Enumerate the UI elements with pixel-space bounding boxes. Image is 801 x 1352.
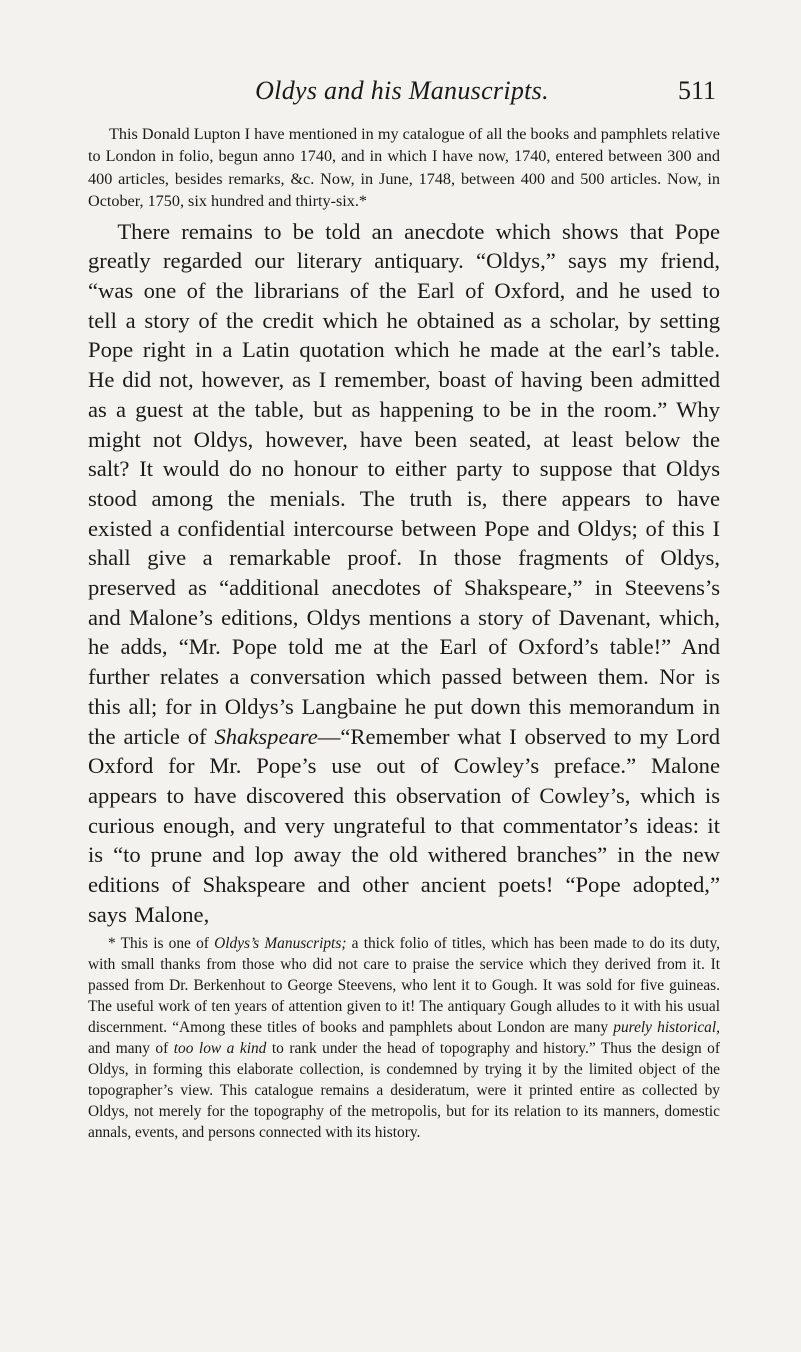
main-text-part2: —“Remember what I observed to my Lord Oxford for Mr. Pope’s use out of Cowley’s preface.” Malone appears to have discovered this observation of Cowley’s, which is curious enough, and very ungrateful to that commentator’s ideas: it is “to prune and lop away the old withered branches” in the new editions of Shakspeare and other ancient poets! “Pope adopted,” says Malone, [88,723,720,927]
running-title: Oldys and his Manuscripts. [255,76,549,105]
footnote-italic-title: Oldys’s Manuscripts; [214,934,347,952]
footnote-marker: * This is one of [108,934,215,952]
footnote [88,933,720,1144]
running-head [88,76,716,116]
quoted-catalogue-note: This Donald Lupton I have mentioned in my catalogue of all the books and pamphlets relative to London in folio, begun anno 1740, and in which I have now, 1740, entered between 300 and 400 articles, besides remarks, &c. Now, in June, 1748, between 400 and 500 articles. Now, in October, 1750, six hundred and thirty-six.* [88,125,720,211]
page-number: 511 [677,76,716,105]
footnote-text-b: and many of [88,1039,174,1057]
footnote-italic-b: too low a kind [173,1039,267,1057]
main-text-italic: Shakspeare [214,723,318,749]
main-paragraph [88,217,720,930]
main-text-part1: There remains to be told an anecdote which shows that Pope greatly regarded our literary antiquary. “Oldys,” says my friend, “was one of the librarians of the Earl of Oxford, and he used to tell a story of the credit which he obtained as a scholar, by setting Pope right in a Latin quotation which he made at the earl’s table. He did not, however, as I remember, boast of having been admitted as a guest at the table, but as happening to be in the room.” Why might not Oldys, however, have been seated, at least below the salt? It would do no honour to either party to suppose that Oldys stood among the menials. The truth is, there appears to have existed a confidential intercourse between Pope and Oldys; of this I shall give a remarkable proof. In those fragments of Oldys, preserved as “additional anecdotes of Shakspeare,” in Steevens’s and Malone’s editions, Oldys mentions a story of Davenant, which, he adds, “Mr. Pope told me at the Earl of Oxford’s table!” And further relates a conversation which passed between them. Nor is this all; for in Oldys’s Langbaine he put down this memorandum in the article of [88,218,720,749]
footnote-text-a: a thick folio of titles, which has been made to do its duty, with small thanks from those who did not care to praise the service which they derived from it. It passed from Dr. Berkenhout to George Steevens, who lent it to Gough. It was sold for five guineas. The useful work of ten years of attention given to it! The antiquary Gough alludes to it with his usual discernment. “Among these titles of books and pamphlets about London are many [88,934,720,1036]
footnote-text-c: to rank under the head of topography and history.” Thus the design of Oldys, in forming this elaborate collection, is condemned by trying it by the limited object of the topographer’s view. This catalogue remains a desideratum, were it printed entire as collected by Oldys, not merely for the topography of the metropolis, but for its relation to its manners, domestic annals, events, and persons connected with its history. [88,1039,720,1142]
body-text [88,123,720,1143]
footnote-italic-a: purely historical, [613,1018,720,1036]
